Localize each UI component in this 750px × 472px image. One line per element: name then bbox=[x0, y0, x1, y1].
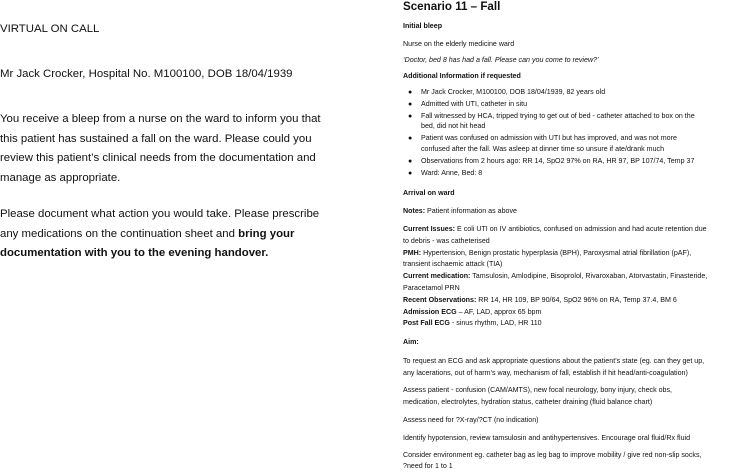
current-issues-continued: to debris - was catheterised bbox=[403, 237, 490, 245]
bullet-icon: ● bbox=[408, 89, 413, 96]
task-heading: VIRTUAL ON CALL bbox=[0, 23, 100, 35]
bullet-icon: ● bbox=[408, 158, 413, 165]
task-paragraph-line: You receive a bleep from a nurse on the ward to inform you that bbox=[0, 113, 321, 125]
instruction-emphasis: documentation with you to the evening handover. bbox=[0, 247, 269, 259]
pmh-line: PMH: Hypertension, Benign prostatic hyperplasia (BPH), Paroxysmal atrial fibrillation (pAF), bbox=[403, 249, 692, 257]
aim-heading: Aim: bbox=[403, 338, 419, 346]
recent-observations-line: Recent Observations: RR 14, HR 109, BP 90/64, SpO2 96% on RA, Temp 37.4, BM 6 bbox=[403, 296, 677, 304]
instruction-line: any medications on the continuation sheet and bring your bbox=[0, 227, 295, 240]
task-paragraph-line: review this patient’s clinical needs from the documentation and bbox=[0, 152, 316, 164]
imaging-line: Assess need for ?X-ray/?CT (no indication) bbox=[403, 416, 539, 424]
post-fall-ecg-line: Post Fall ECG - sinus rhythm, LAD, HR 110 bbox=[403, 319, 542, 327]
bleep-description: Nurse on the elderly medicine ward bbox=[403, 40, 515, 48]
additional-info-heading: Additional Information if requested bbox=[403, 72, 521, 80]
task-paragraph-line: manage as appropriate. bbox=[0, 171, 121, 184]
medication-continued: Paracetamol PRN bbox=[403, 284, 460, 292]
info-bullet: Admitted with UTI, catheter in situ bbox=[421, 100, 528, 108]
instruction-emphasis: bring your bbox=[238, 227, 295, 240]
pmh-continued: transient ischaemic attack (TIA) bbox=[403, 260, 503, 268]
bullet-icon: ● bbox=[408, 135, 413, 142]
arrival-heading: Arrival on ward bbox=[403, 189, 455, 197]
patient-identifier: Mr Jack Crocker, Hospital No. M100100, DOB 18/04/1939 bbox=[0, 68, 293, 80]
bullet-icon: ● bbox=[408, 113, 413, 120]
info-bullet: Fall witnessed by HCA, tripped trying to get out of bed - catheter attached to box on the bbox=[421, 112, 695, 120]
initial-bleep-heading: Initial bleep bbox=[403, 22, 443, 30]
instruction-line bbox=[0, 244, 268, 264]
info-bullet: Observations from 2 hours ago: RR 14, SpO2 97% on RA, HR 97, BP 107/74, Temp 37 bbox=[421, 157, 695, 165]
aim-line: To request an ECG and ask appropriate questions about the patient’s state (eg. can they get up, bbox=[403, 357, 705, 365]
info-bullet: Mr Jack Crocker, M100100, DOB 18/04/1939, 82 years old bbox=[421, 88, 606, 96]
medication-line: Current medication: Tamsulosin, Amlodipine, Bisoprolol, Rivaroxaban, Atorvastatin, Finasteride, bbox=[403, 272, 708, 280]
bleep-quote: ‘Doctor, bed 8 has had a fall. Please can you come to review?’ bbox=[403, 56, 599, 64]
assess-line: Assess patient - confusion (CAM/AMTS), new focal neurology, bony injury, check obs, bbox=[403, 386, 673, 394]
bullet-icon: ● bbox=[408, 170, 413, 177]
scenario-panel bbox=[403, 0, 750, 471]
info-bullet: Patient was confused on admission with UTI but has improved, and was not more bbox=[421, 134, 677, 142]
notes-line: Notes: Patient information as above bbox=[403, 207, 517, 215]
environment-line: Consider environment eg. catheter bag as leg bag to improve mobility / give red non-slip socks, bbox=[403, 451, 702, 459]
task-paragraph-line: this patient has sustained a fall on the ward. Please could you bbox=[0, 132, 312, 145]
current-issues-line: Current Issues: E coli UTI on IV antibiotics, confused on admission and had acute retention due bbox=[403, 225, 707, 233]
admission-ecg-line: Admission ECG – AF, LAD, approx 65 bpm bbox=[403, 308, 542, 316]
aim-line-continued: any lacerations, out of harm’s way, mechanism of fall, establish if hit head/anti-coagulation) bbox=[403, 369, 688, 377]
hypotension-line: Identify hypotension, review tamsulosin and antihypertensives. Encourage oral fluid/Rx fluid bbox=[403, 434, 691, 442]
environment-line-continued: ?need for 1 to 1 bbox=[403, 462, 453, 470]
assess-line-continued: medication, electrolytes, hydration status, catheter draining (fluid balance chart) bbox=[403, 398, 653, 406]
info-bullet-continued: confused after the fall. Was asleep at dinner time so unsure if ate/drank much bbox=[421, 145, 665, 153]
info-bullet-continued: bed, did not hit head bbox=[421, 122, 486, 130]
bullet-icon: ● bbox=[408, 101, 413, 108]
instruction-line: Please document what action you would take. Please prescribe bbox=[0, 208, 320, 220]
info-bullet: Ward: Anne, Bed: 8 bbox=[421, 169, 483, 177]
scenario-title: Scenario 11 – Fall bbox=[403, 0, 501, 13]
